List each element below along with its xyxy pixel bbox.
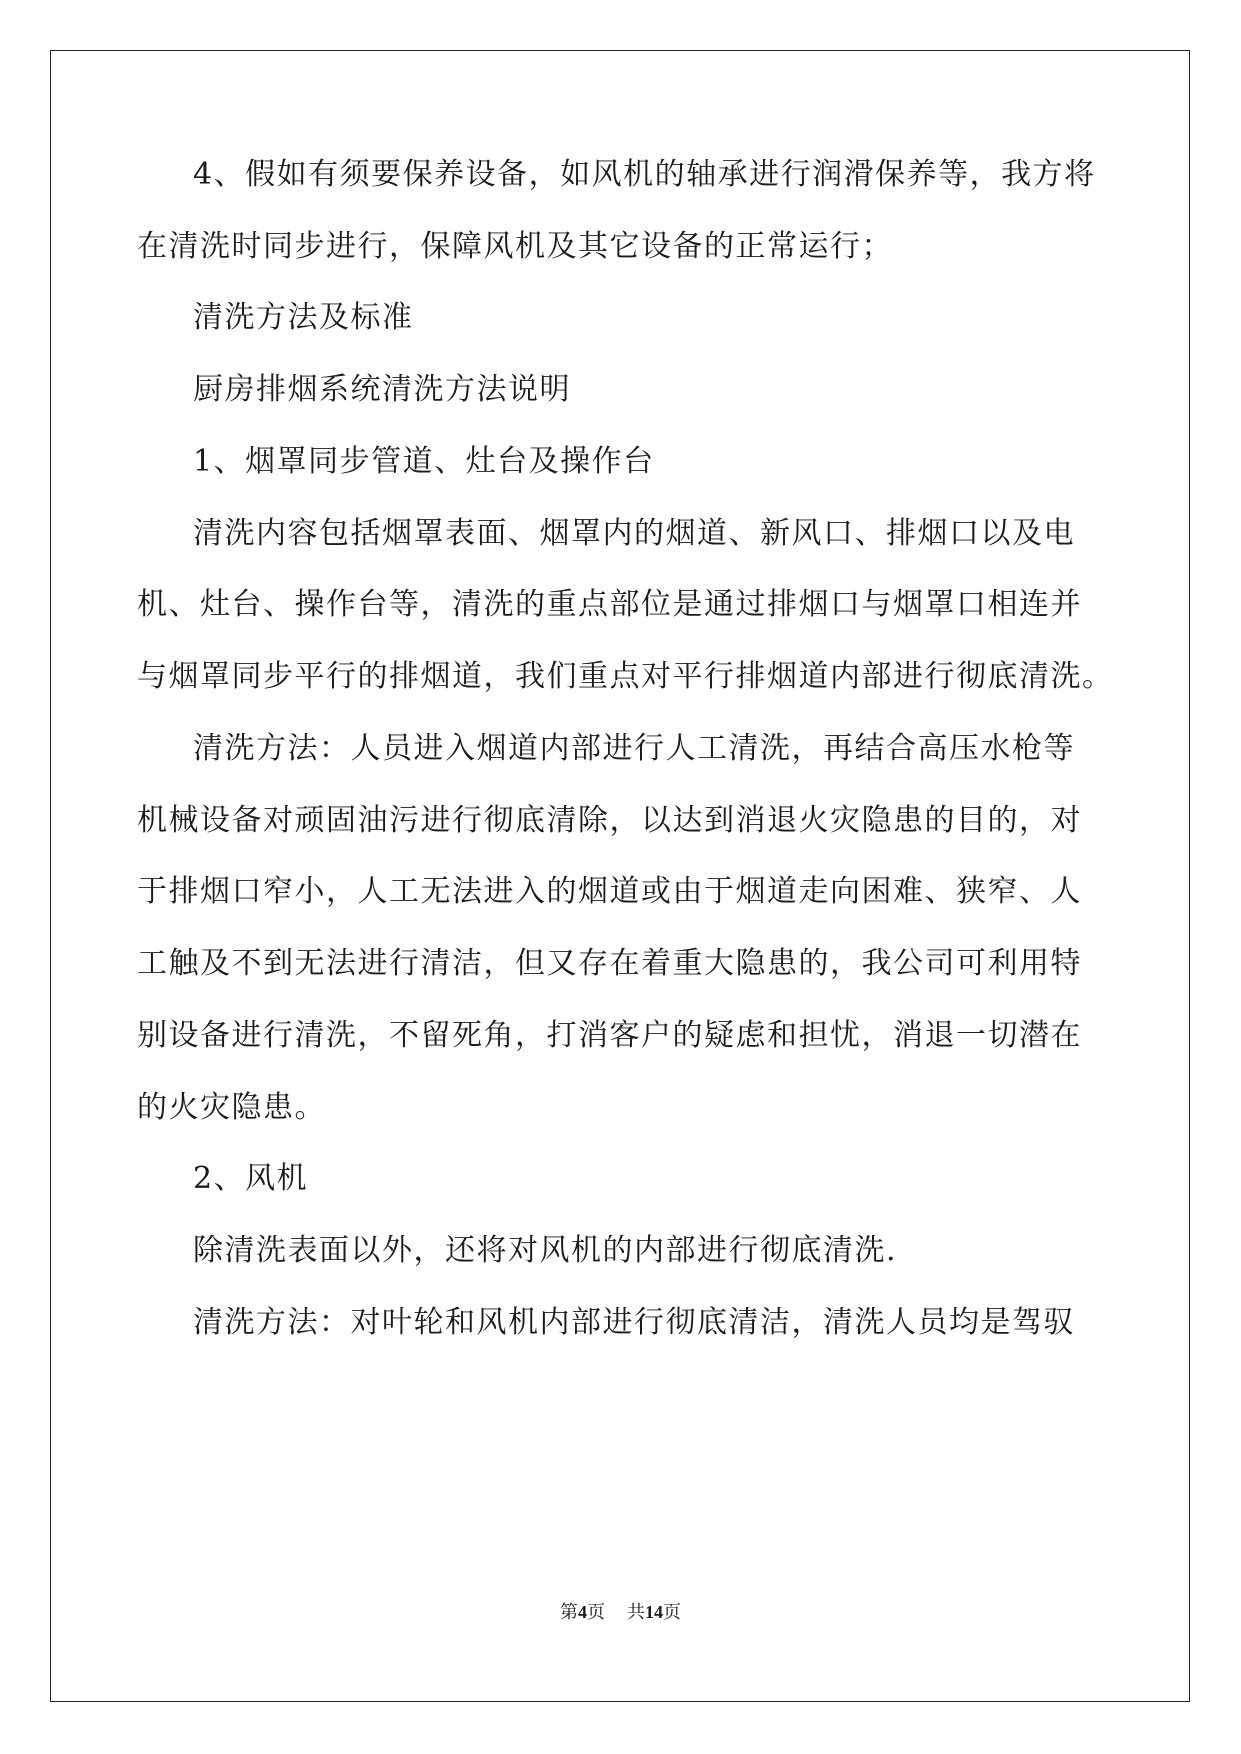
total-pages: 14 [645, 1602, 663, 1622]
paragraph-line: 的火灾隐患。 [137, 1090, 326, 1125]
page-footer [0, 1600, 1241, 1624]
section-heading: 清洗方法及标准 [193, 300, 414, 335]
paragraph-line: 别设备进行清洗，不留死角，打消客户的疑虑和担忧，消退一切潜在 [137, 1018, 1082, 1053]
paragraph-line: 清洗内容包括烟罩表面、烟罩内的烟道、新风口、排烟口以及电 [193, 516, 1075, 551]
paragraph-line: 除清洗表面以外，还将对风机的内部进行彻底清洗. [193, 1233, 898, 1268]
total-prefix: 共 [627, 1602, 645, 1622]
paragraph-line: 4、假如有须要保养设备，如风机的轴承进行润滑保养等，我方将 [193, 157, 1096, 192]
paragraph-line: 于排烟口窄小，人工无法进入的烟道或由于烟道走向困难、狭窄、人 [137, 874, 1082, 909]
paragraph-line: 机械设备对顽固油污进行彻底清除，以达到消退火灾隐患的目的，对 [137, 803, 1082, 838]
subsection-heading: 1、烟罩同步管道、灶台及操作台 [193, 444, 655, 479]
paragraph-line: 在清洗时同步进行，保障风机及其它设备的正常运行； [137, 229, 893, 264]
page-suffix: 页 [587, 1602, 605, 1622]
paragraph-line: 工触及不到无法进行清洁，但又存在着重大隐患的，我公司可利用特 [137, 946, 1082, 981]
page-number: 4 [578, 1602, 587, 1622]
total-suffix: 页 [663, 1602, 681, 1622]
section-heading: 厨房排烟系统清洗方法说明 [193, 372, 571, 407]
paragraph-line: 机、灶台、操作台等，清洗的重点部位是通过排烟口与烟罩口相连并 [137, 587, 1082, 622]
subsection-heading: 2、风机 [193, 1161, 309, 1196]
paragraph-line: 清洗方法：对叶轮和风机内部进行彻底清洁，清洗人员均是驾驭 [193, 1305, 1075, 1340]
page-prefix: 第 [560, 1602, 578, 1622]
paragraph-line: 清洗方法：人员进入烟道内部进行人工清洗，再结合高压水枪等 [193, 731, 1075, 766]
paragraph-line: 与烟罩同步平行的排烟道，我们重点对平行排烟道内部进行彻底清洗。 [137, 659, 1114, 694]
